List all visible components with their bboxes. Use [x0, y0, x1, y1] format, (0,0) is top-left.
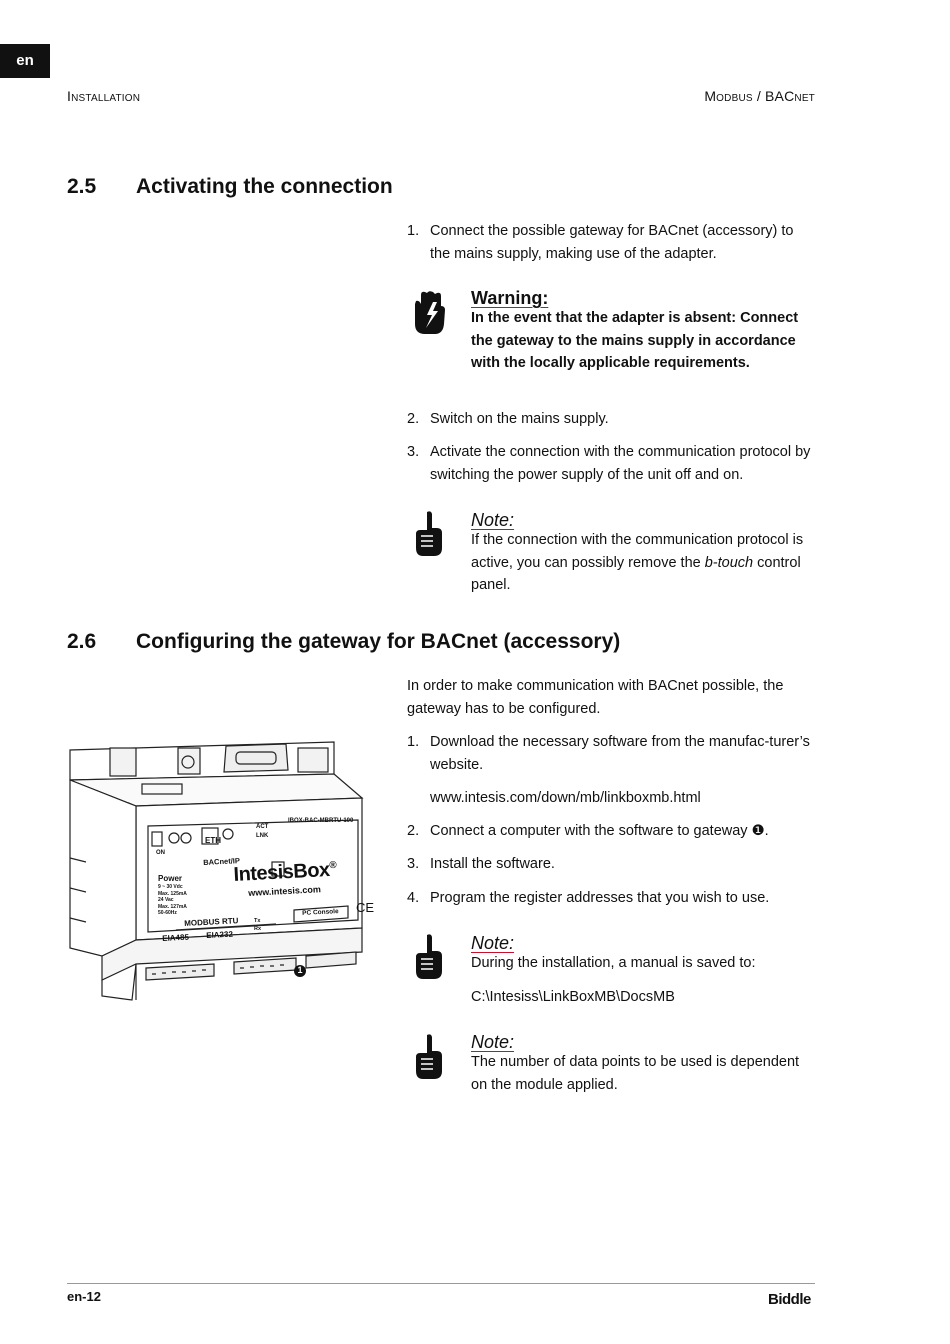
download-url: www.intesis.com/down/mb/linkboxmb.html: [430, 790, 701, 806]
section-title: Activating the connection: [136, 175, 393, 198]
device-brand: IntesisBox®: [233, 858, 337, 886]
device-eia232-label: EIA232: [206, 929, 234, 940]
device-tx-label: Tx: [254, 918, 261, 924]
pointing-hand-icon: [413, 510, 445, 558]
device-bacnet-ip-label: BACnet/IP: [203, 856, 241, 867]
list-item: 2. Switch on the mains supply.: [407, 411, 609, 427]
device-eia485-label: EIA485: [162, 932, 190, 943]
note-title: Note:: [471, 933, 515, 953]
footer-divider: [67, 1283, 815, 1284]
ce-mark: CE: [356, 900, 375, 915]
pointing-hand-icon: [413, 1033, 445, 1081]
list-item: 1. Download the necessary software from the manufac-turer’s website.: [407, 734, 810, 773]
footer-brand-logo: Biddle: [768, 1291, 811, 1308]
warning-title: Warning:: [471, 288, 549, 308]
device-pc-console-label: PC Console: [302, 908, 339, 917]
note-title: Note:: [471, 1032, 515, 1052]
warning-hand-icon: [409, 290, 449, 336]
running-header-left: Installation: [67, 88, 141, 104]
section-number: 2.5: [67, 175, 97, 198]
callout-marker-1: 1: [297, 965, 303, 975]
list-item: 3. Install the software.: [407, 856, 555, 872]
note-body: If the connection with the communication protocol is active, you can possibly remove the b-touch control panel.: [471, 532, 804, 593]
section-number: 2.6: [67, 630, 97, 653]
language-tab: en: [0, 44, 50, 78]
section-title: Configuring the gateway for BACnet (accessory): [136, 630, 621, 653]
intro-paragraph: In order to make communication with BACnet possible, the gateway has to be configured.: [407, 678, 784, 717]
list-item: 4. Program the register addresses that you wish to use.: [407, 890, 770, 906]
device-modbus-label: MODBUS RTU: [184, 916, 239, 928]
note-body: During the installation, a manual is saved to:: [471, 955, 756, 971]
running-header-right: Modbus / BACnet: [704, 88, 815, 104]
device-website: www.intesis.com: [248, 884, 322, 898]
note-title: Note:: [471, 510, 515, 530]
list-item: 2. Connect a computer with the software to gateway ❶.: [407, 823, 769, 839]
device-on-label: ON: [156, 850, 165, 856]
manual-path: C:\Intesiss\LinkBoxMB\DocsMB: [471, 989, 675, 1005]
list-item: 3. Activate the connection with the communication protocol by switching the power supply of the unit off and on.: [407, 444, 811, 483]
device-model: IBOX-BAC-MBRTU-100: [288, 818, 354, 824]
list-item: 1. Connect the possible gateway for BACnet (accessory) to the mains supply, making use of the adapter.: [407, 223, 794, 262]
device-rx-label: Rx: [254, 926, 262, 932]
device-lnk-label: LNK: [256, 833, 269, 839]
warning-body: In the event that the adapter is absent: Connect the gateway to the mains supply in accordance with the locally applicable requirements.: [471, 310, 799, 371]
page-number: en-12: [67, 1289, 101, 1304]
device-power-specs: 9 ~ 30 Vdc Max. 125mA 24 Vac Max. 127mA 50-60Hz: [158, 884, 187, 916]
note-body: The number of data points to be used is dependent on the module applied.: [471, 1054, 800, 1093]
device-eth-label: ETH: [205, 836, 221, 845]
gateway-device-illustration: [66, 738, 386, 1002]
device-act-label: ACT: [256, 824, 269, 830]
pointing-hand-icon: [413, 933, 445, 981]
device-power-title: Power: [158, 874, 183, 883]
